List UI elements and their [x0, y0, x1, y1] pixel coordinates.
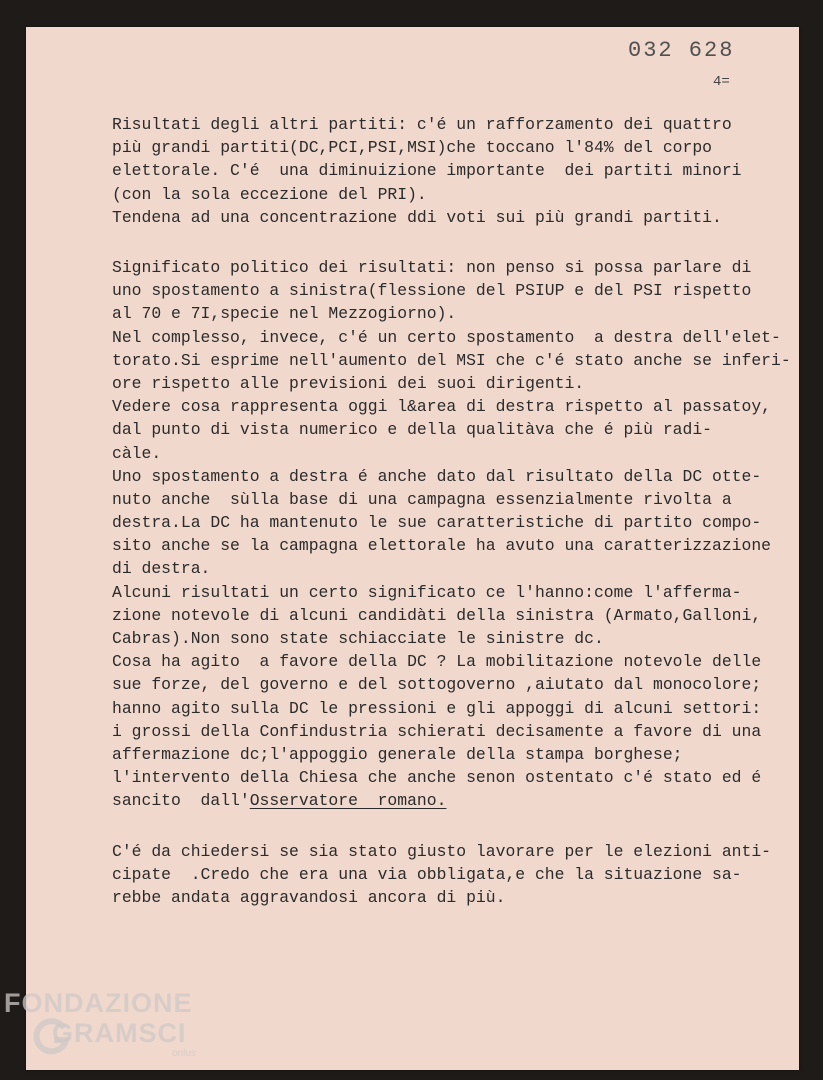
text-line: Tendena ad una concentrazione ddi voti sui più grandi partiti. [112, 207, 722, 227]
text-line: affermazione dc;l'appoggio generale della stampa borghese; [112, 744, 683, 764]
watermark-line1: FONDAZIONE [4, 988, 193, 1018]
text-line: cipate .Credo che era una via obbligata,e che la situazione sa- [112, 865, 742, 885]
text-line: C'é da chiedersi se sia stato giusto lavorare per le elezioni anti- [112, 842, 772, 861]
underlined-newspaper-title: Osservatore romano. [249, 791, 447, 811]
text-line: dal punto di vista numerico e della qualitàva che é più radi- [112, 420, 712, 440]
text-line: di destra. [112, 559, 211, 579]
watermark-suffix: onlus [172, 1048, 196, 1059]
text-line: Alcuni risultati un certo significato ce l'hanno:come l'afferma- [112, 582, 742, 602]
archive-number: 032 628 [628, 38, 735, 63]
watermark-line2: GRAMSCI [52, 1018, 187, 1048]
text-line: torato.Si esprime nell'aumento del MSI che c'é stato anche se inferi- [112, 350, 791, 370]
text-line: Cosa ha agito a favore della DC ? La mobilitazione notevole delle [112, 652, 762, 672]
text-line: Uno spostamento a destra é anche dato dal risultato della DC otte- [112, 466, 762, 486]
text-line: più grandi partiti(DC,PCI,PSI,MSI)che toccano l'84% del corpo [112, 138, 712, 158]
text-line: i grossi della Confindustria schierati decisamente a favore di una [112, 721, 762, 741]
text-line: elettorale. C'é una diminuizione importante dei partiti minori [112, 161, 742, 181]
fondazione-gramsci-watermark [4, 988, 204, 1076]
text-line: Nel complesso, invece, c'é un certo spostamento a destra dell'elet- [112, 327, 781, 347]
text-line: Vedere cosa rappresenta oggi l&area di destra rispetto al passatoy, [112, 397, 772, 417]
text-line: zione notevole di alcuni candidàti della sinistra (Armato,Galloni, [112, 605, 762, 625]
paragraph-early-elections [112, 840, 771, 910]
paragraph-political-significance [112, 256, 791, 813]
text-line: (con la sola eccezione del PRI). [112, 184, 427, 204]
text-line: Significato politico dei risultati: non penso si possa parlare di [112, 258, 752, 277]
text-line: hanno agito sulla DC le pressioni e gli appoggi di alcuni settori: [112, 698, 762, 718]
paragraph-results-other-parties [112, 113, 742, 229]
text-line: càle. [112, 443, 162, 463]
text-line: Risultati degli altri partiti: c'é un rafforzamento dei quattro [112, 115, 732, 134]
text-line: rebbe andata aggravandosi ancora di più. [112, 888, 506, 908]
text-line: nuto anche sùlla base di una campagna essenzialmente rivolta a [112, 489, 732, 509]
text-line: l'intervento della Chiesa che anche senon ostentato c'é stato ed é [112, 768, 762, 788]
text-line: uno spostamento a sinistra(flessione del PSIUP e del PSI rispetto [112, 281, 752, 301]
page-mark: 4= [713, 74, 730, 90]
text-line: ore rispetto alle previsioni dei suoi dirigenti. [112, 373, 585, 393]
text-line: sito anche se la campagna elettorale ha avuto una caratterizzazione [112, 536, 772, 556]
text-line: sancito dall'Osservatore romano. [112, 791, 447, 811]
text-line: destra.La DC ha mantenuto le sue caratteristiche di partito compo- [112, 513, 762, 533]
text-line: Cabras).Non sono state schiacciate le sinistre dc. [112, 629, 604, 648]
text-line: al 70 e 7I,specie nel Mezzogiorno). [112, 304, 457, 324]
text-line: sue forze, del governo e del sottogoverno ,aiutato dal monocolore; [112, 675, 762, 695]
